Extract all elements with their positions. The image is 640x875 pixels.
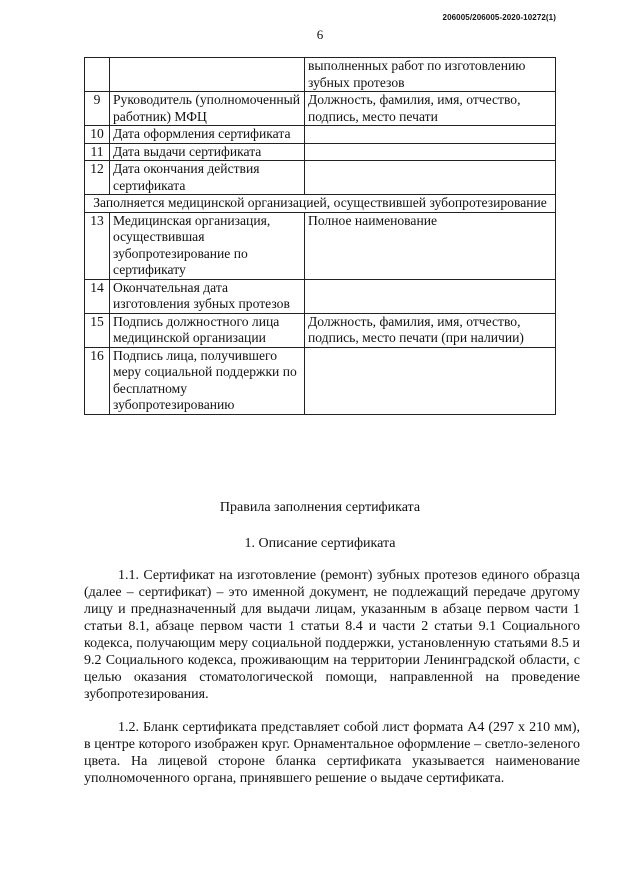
row-label: Дата оформления сертификата xyxy=(110,126,305,144)
row-value xyxy=(305,126,556,144)
section-header: Заполняется медицинской организацией, осуществившей зубопротезирование xyxy=(85,195,556,213)
paragraph-1-2: 1.2. Бланк сертификата представляет собой лист формата А4 (297 х 210 мм), в центре которого изображен круг. Орнаментальное оформление – светло-зеленого цвета. На лицевой стороне бланка сертификата указывается наименование уполномоченного органа, принявшего решение о выдаче сертификата. xyxy=(84,720,580,786)
table-row xyxy=(85,313,556,347)
row-value xyxy=(305,347,556,414)
table-row xyxy=(85,58,556,92)
table-row xyxy=(85,161,556,195)
row-value: Должность, фамилия, имя, отчество, подпись, место печати (при наличии) xyxy=(305,313,556,347)
row-label-cell xyxy=(110,58,305,92)
row-number: 15 xyxy=(85,313,110,347)
row-value xyxy=(305,143,556,161)
row-number-cell xyxy=(85,58,110,92)
row-number: 10 xyxy=(85,126,110,144)
row-value xyxy=(305,279,556,313)
row-number: 9 xyxy=(85,92,110,126)
page-number: 6 xyxy=(316,27,324,42)
table-row xyxy=(85,347,556,414)
section-header-row xyxy=(85,195,556,213)
row-number: 11 xyxy=(85,143,110,161)
row-number: 12 xyxy=(85,161,110,195)
table-row xyxy=(85,279,556,313)
row-number: 14 xyxy=(85,279,110,313)
table-row xyxy=(85,126,556,144)
section-title: 1. Описание сертификата xyxy=(244,536,396,551)
row-label: Подпись должностного лица медицинской организации xyxy=(110,313,305,347)
row-value xyxy=(305,161,556,195)
row-value: Должность, фамилия, имя, отчество, подпись, место печати xyxy=(305,92,556,126)
paragraph-1-1: 1.1. Сертификат на изготовление (ремонт) зубных протезов единого образца (далее – сертификат) – это именной документ, не подлежащий передаче другому лицу и предназначенный для выдачи лицам, указанным в абзаце первом части 1 статьи 8.1, абзаце первом части 1 статьи 8.4 и части 2 статьи 9.1 Социального кодекса, получающим меру социальной поддержки, установленную статьями 8.5 и 9.2 Социального кодекса, проживающим на территории Ленинградской области, с целью оказания стоматологической помощи, направленной на проведение зубопротезирования. xyxy=(84,568,580,702)
rules-title: Правила заполнения сертификата xyxy=(219,500,421,515)
row-label: Руководитель (уполномоченный работник) МФЦ xyxy=(110,92,305,126)
row-value: Полное наименование xyxy=(305,212,556,279)
row-value-cell: выполненных работ по изготовлению зубных протезов xyxy=(305,58,556,92)
table-row xyxy=(85,212,556,279)
document-id: 206005/206005-2020-10272(1) xyxy=(442,13,556,22)
row-number: 16 xyxy=(85,347,110,414)
row-label: Подпись лица, получившего меру социальной поддержки по бесплатному зубопротезированию xyxy=(110,347,305,414)
row-number: 13 xyxy=(85,212,110,279)
row-label: Окончательная дата изготовления зубных протезов xyxy=(110,279,305,313)
row-label: Дата окончания действия сертификата xyxy=(110,161,305,195)
row-label: Медицинская организация, осуществившая зубопротезирование по сертификату xyxy=(110,212,305,279)
certificate-form-table xyxy=(84,57,556,415)
table-row xyxy=(85,143,556,161)
table-row xyxy=(85,92,556,126)
row-label: Дата выдачи сертификата xyxy=(110,143,305,161)
